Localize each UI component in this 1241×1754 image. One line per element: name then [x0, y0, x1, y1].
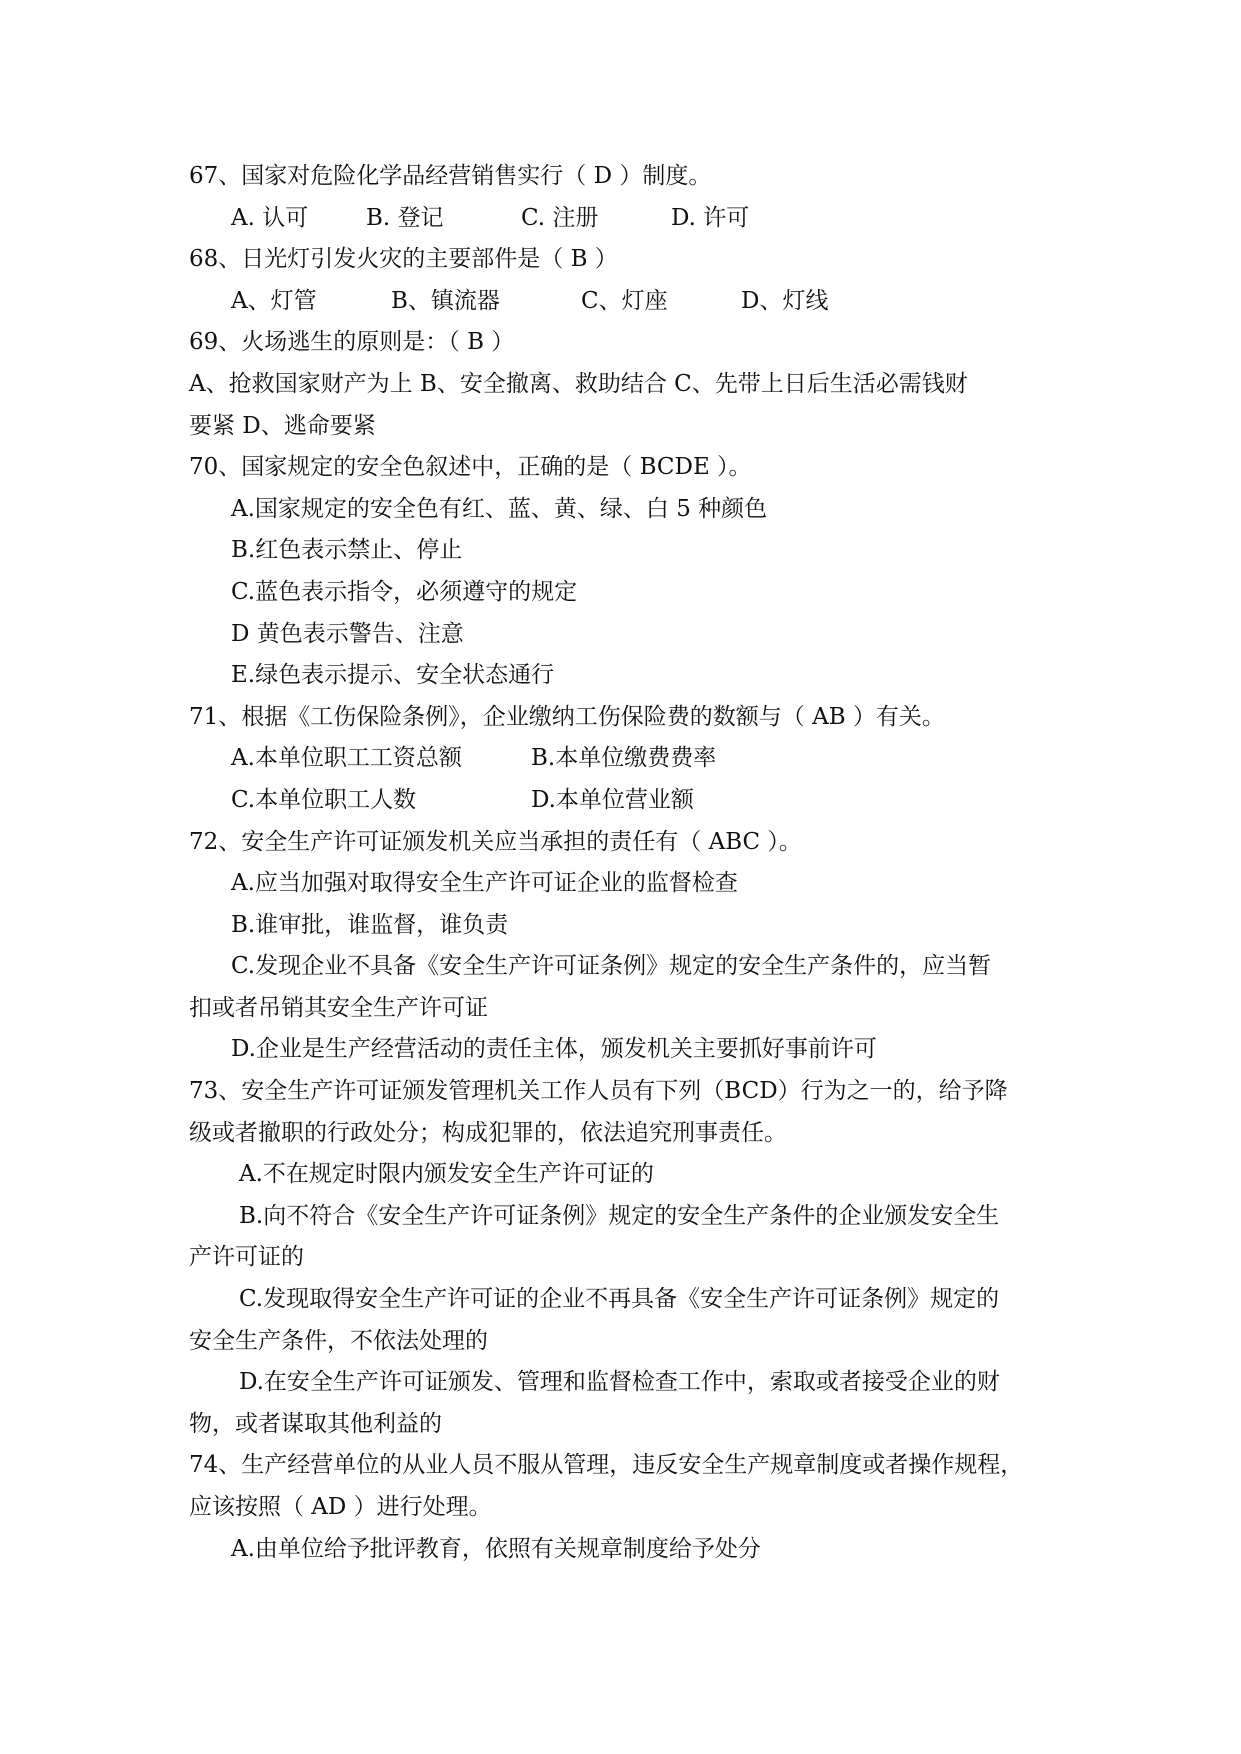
option-a: A.不在规定时限内颁发安全生产许可证的	[239, 1161, 654, 1188]
question-71-options-row-2	[189, 780, 1059, 822]
option-a: A.本单位职工工资总额	[231, 745, 462, 772]
question-73-stem-continued: 级或者撤职的行政处分；构成犯罪的，依法追究刑事责任。	[189, 1119, 787, 1146]
option-d: D.在安全生产许可证颁发、管理和监督检查工作中，索取或者接受企业的财	[239, 1369, 1000, 1396]
option-a: A. 认可	[231, 204, 309, 231]
option-c: C、灯座	[581, 287, 668, 314]
option-c: C. 注册	[521, 204, 599, 231]
option-e: E.绿色表示提示、安全状态通行	[231, 662, 555, 689]
option-b: B.本单位缴费费率	[531, 745, 717, 772]
option-b: B、镇流器	[391, 287, 500, 314]
option-a: A.应当加强对取得安全生产许可证企业的监督检查	[231, 870, 738, 897]
question-69-options-line-1: A、抢救国家财产为上 B、安全撤离、救助结合 C、先带上日后生活必需钱财	[189, 370, 968, 397]
question-68-options	[189, 281, 1059, 323]
option-b: B. 登记	[366, 204, 444, 231]
option-c: C.发现取得安全生产许可证的企业不再具备《安全生产许可证条例》规定的	[239, 1286, 1000, 1313]
option-d: D.企业是生产经营活动的责任主体，颁发机关主要抓好事前许可	[231, 1036, 877, 1063]
option-c: C.发现企业不具备《安全生产许可证条例》规定的安全生产条件的，应当暂	[231, 953, 992, 980]
option-a: A.国家规定的安全色有红、蓝、黄、绿、白 5 种颜色	[231, 495, 768, 522]
question-73-stem: 73、安全生产许可证颁发管理机关工作人员有下列（BCD）行为之一的，给予降	[189, 1078, 1008, 1105]
option-c-continued: 安全生产条件，不依法处理的	[189, 1327, 488, 1354]
question-67-stem: 67、国家对危险化学品经营销售实行（ D ）制度。	[189, 163, 712, 189]
option-d: D. 许可	[671, 204, 750, 231]
option-c-continued: 扣或者吊销其安全生产许可证	[189, 994, 488, 1021]
question-71-stem: 71、根据《工伤保险条例》，企业缴纳工伤保险费的数额与（ AB ）有关。	[189, 703, 945, 730]
question-list	[189, 156, 1059, 1570]
option-b-continued: 产许可证的	[189, 1244, 304, 1271]
option-b: B.向不符合《安全生产许可证条例》规定的安全生产条件的企业颁发安全生	[239, 1202, 1000, 1229]
question-67-options	[189, 198, 1059, 240]
question-69-options-line-2: 要紧 D、逃命要紧	[189, 412, 376, 439]
option-a: A、灯管	[231, 287, 317, 314]
option-a: A.由单位给予批评教育，依照有关规章制度给予处分	[231, 1535, 761, 1562]
question-68-stem: 68、日光灯引发火灾的主要部件是（ B ）	[189, 246, 618, 273]
option-b: B.红色表示禁止、停止	[231, 537, 463, 564]
question-71-options-row-1	[189, 738, 1059, 780]
option-d-continued: 物，或者谋取其他利益的	[189, 1410, 442, 1437]
option-d: D 黄色表示警告、注意	[231, 620, 464, 647]
question-74-stem: 74、生产经营单位的从业人员不服从管理，违反安全生产规章制度或者操作规程，	[189, 1452, 1024, 1479]
question-70-stem: 70、国家规定的安全色叙述中，正确的是（ BCDE ）。	[189, 454, 752, 481]
option-c: C.本单位职工人数	[231, 786, 417, 813]
option-c: C.蓝色表示指令，必须遵守的规定	[231, 578, 578, 605]
option-d: D、灯线	[741, 287, 829, 314]
question-69-stem: 69、火场逃生的原则是：（ B ）	[189, 329, 515, 356]
option-d: D.本单位营业额	[531, 786, 694, 813]
question-72-stem: 72、安全生产许可证颁发机关应当承担的责任有（ ABC ）。	[189, 828, 802, 855]
question-74-stem-continued: 应该按照（ AD ）进行处理。	[189, 1494, 492, 1520]
option-b: B.谁审批，谁监督，谁负责	[231, 911, 509, 938]
